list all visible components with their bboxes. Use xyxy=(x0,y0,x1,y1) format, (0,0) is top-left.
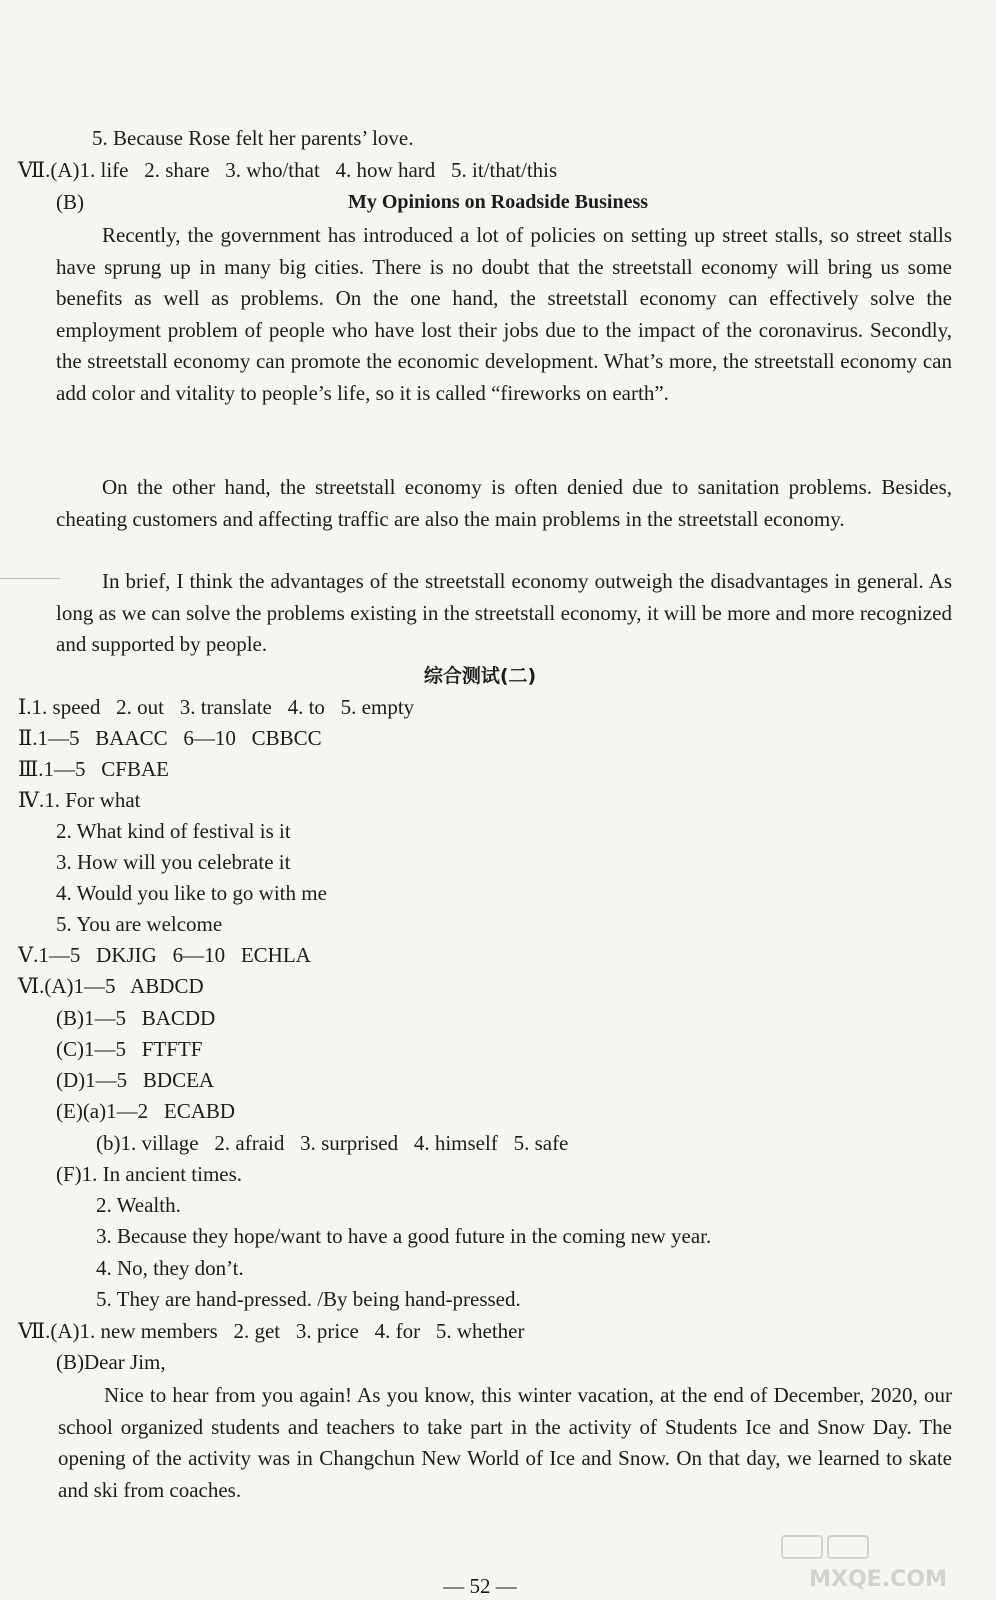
essay-paragraph: Recently, the government has introduced a lot of policies on setting up street stalls, so street stalls have sprung up in many big cities. There is no doubt that the streetstall economy will bring us some benefits as well as problems. On the one hand, the streetstall economy can effectively solve the employment problem of people who have lost their jobs due to the impact of the coronavirus. Secondly, the streetstall economy can promote the economic development. What’s more, the streetstall economy can add color and vitality to people’s life, so it is called “fireworks on earth”. xyxy=(56,223,952,405)
answer-text: (A)1—5 ABDCD xyxy=(44,974,204,998)
answer-line: 5. They are hand-pressed. /By being hand-pressed. xyxy=(96,1287,521,1311)
letter-paragraph: Nice to hear from you again! As you know, this winter vacation, at the end of December, 2020, our school organized students and teachers to take part in the activity of Students Ice and Snow Day. The opening of the activity was in Changchun New World of Ice and Snow. On that day, we learned to skate and ski from coaches. xyxy=(58,1383,952,1502)
essay-title: My Opinions on Roadside Business xyxy=(347,191,649,213)
section-5-line xyxy=(18,941,311,969)
section-7-line xyxy=(18,1317,524,1345)
essay-paragraph: In brief, I think the advantages of the streetstall economy outweigh the disadvantages in general. As long as we can solve the problems existing in the streetstall economy, it will be more and more recognized and supported by people. xyxy=(56,569,952,656)
answer-text: 1—5 BAACC 6—10 CBBCC xyxy=(37,726,322,750)
letter-greeting: (B)Dear Jim, xyxy=(56,1350,166,1374)
answer-text: 1. For what xyxy=(44,788,141,812)
answer-line: 2. What kind of festival is it xyxy=(56,819,291,843)
section-1-line xyxy=(18,693,414,721)
answer-line: 3. How will you celebrate it xyxy=(56,850,291,874)
answer-line: 2. Wealth. xyxy=(96,1193,181,1217)
roman-numeral: Ⅰ. xyxy=(18,695,32,719)
watermark-logo xyxy=(778,1532,978,1592)
roman-numeral: Ⅲ. xyxy=(18,757,44,781)
answer-line: (F)1. In ancient times. xyxy=(56,1162,243,1186)
answer-line: 4. Would you like to go with me xyxy=(56,881,327,905)
answer-line: (D)1—5 BDCEA xyxy=(56,1068,215,1092)
answer-text: (A)1. new members 2. get 3. price 4. for 5. whether xyxy=(50,1319,525,1343)
svg-text:MXQE.COM: MXQE.COM xyxy=(809,1567,947,1592)
answer-line: (B)1—5 BACDD xyxy=(56,1006,216,1030)
answer-line: 5. You are welcome xyxy=(56,912,223,936)
answer-text: 1—5 CFBAE xyxy=(43,757,169,781)
answer-line: 3. Because they hope/want to have a good future in the coming new year. xyxy=(96,1224,712,1248)
section-7a-line xyxy=(18,156,557,184)
roman-numeral: Ⅶ. xyxy=(18,158,51,182)
roman-numeral: Ⅶ. xyxy=(18,1319,51,1343)
answer-line: 5. Because Rose felt her parents’ love. xyxy=(92,126,414,150)
section-2-line xyxy=(18,724,322,752)
answer-line: (b)1. village 2. afraid 3. surprised 4. himself 5. safe xyxy=(96,1131,569,1155)
answer-text: (A)1. life 2. share 3. who/that 4. how hard 5. it/that/this xyxy=(50,158,558,182)
section-heading: 综合测试(二) xyxy=(423,665,537,687)
answer-line: (E)(a)1—2 ECABD xyxy=(56,1099,236,1123)
roman-numeral: Ⅵ. xyxy=(18,974,45,998)
section-3-line xyxy=(18,755,169,783)
page-number: — 52 — xyxy=(443,1574,517,1598)
answer-text: 1. speed 2. out 3. translate 4. to 5. empty xyxy=(31,695,415,719)
section-6-line xyxy=(18,972,204,1000)
roman-numeral: Ⅳ. xyxy=(18,788,45,812)
answer-line: 4. No, they don’t. xyxy=(96,1256,244,1280)
answer-text: 1—5 DKJIG 6—10 ECHLA xyxy=(38,943,311,967)
essay-marker: (B) xyxy=(56,190,84,214)
essay-paragraph: On the other hand, the streetstall economy is often denied due to sanitation problems. Besides, cheating customers and affecting traffic are also the main problems in the streetstall economy. xyxy=(56,475,952,531)
scan-mark xyxy=(0,578,60,579)
roman-numeral: Ⅱ. xyxy=(18,726,38,750)
answer-line: (C)1—5 FTFTF xyxy=(56,1037,203,1061)
roman-numeral: Ⅴ. xyxy=(18,943,39,967)
section-4-line xyxy=(18,786,140,814)
